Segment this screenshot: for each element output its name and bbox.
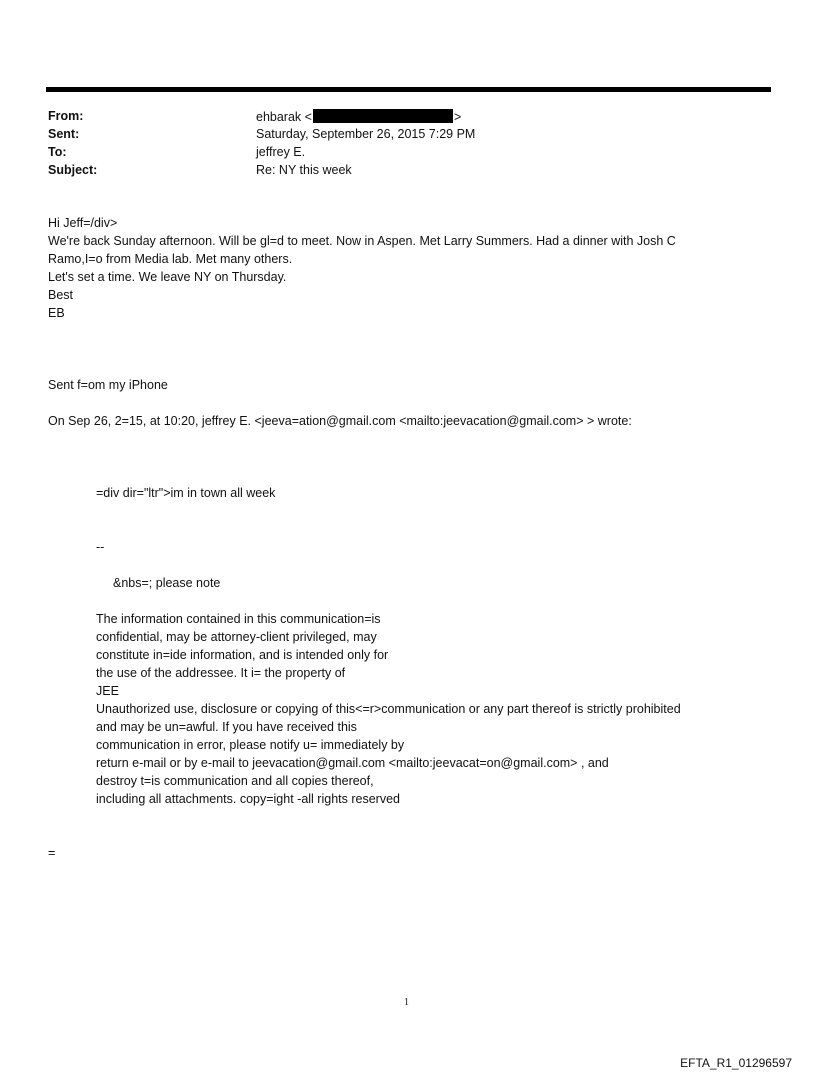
body-line: Let's set a time. We leave NY on Thursday. (48, 270, 287, 284)
please-note: &nbs=; please note (113, 576, 221, 590)
disclaimer-line: the use of the addressee. It i= the property of (96, 666, 346, 680)
quote-header: On Sep 26, 2=15, at 10:20, jeffrey E. <jeeva=ation@gmail.com <mailto:jeevacation@gmail.com> > wrote: (48, 414, 632, 428)
disclaimer-line: JEE (96, 684, 119, 698)
sent-value: Saturday, September 26, 2015 7:29 PM (256, 127, 476, 141)
redaction-bar (313, 109, 453, 123)
disclaimer-line: and may be un=awful. If you have received this (96, 720, 357, 734)
disclaimer-line: Unauthorized use, disclosure or copying of this<=r>communication or any part thereof is strictly prohibited (96, 702, 681, 716)
sent-label: Sent: (48, 127, 80, 141)
disclaimer-line: confidential, may be attorney-client privileged, may (96, 630, 377, 644)
body-line: Best (48, 288, 74, 302)
body-line: Ramo,I=o from Media lab. Met many others. (48, 252, 293, 266)
body-line: We're back Sunday afternoon. Will be gl=d to meet. Now in Aspen. Met Larry Summers. Had a dinner with Josh C (48, 234, 676, 248)
disclaimer-line: The information contained in this communication=is (96, 612, 381, 626)
header-rule (46, 87, 771, 92)
to-label: To: (48, 145, 67, 159)
document-id: EFTA_R1_01296597 (680, 1056, 792, 1070)
disclaimer-line: destroy t=is communication and all copies thereof, (96, 774, 374, 788)
disclaimer-line: constitute in=ide information, and is intended only for (96, 648, 389, 662)
body-line: Hi Jeff=/div> (48, 216, 118, 230)
trailer-mark: = (48, 846, 56, 860)
disclaimer-line: including all attachments. copy=ight -all rights reserved (96, 792, 400, 806)
from-suffix: > (453, 110, 462, 124)
to-value: jeffrey E. (256, 145, 306, 159)
subject-label: Subject: (48, 163, 98, 177)
from-value (256, 109, 461, 124)
page-number: 1 (404, 997, 409, 1008)
body-line: EB (48, 306, 65, 320)
sent-from-line: Sent f=om my iPhone (48, 378, 168, 392)
disclaimer-line: communication in error, please notify u= immediately by (96, 738, 405, 752)
quoted-line: =div dir="ltr">im in town all week (96, 486, 276, 500)
from-name: ehbarak < (256, 110, 312, 124)
from-label: From: (48, 109, 84, 123)
disclaimer-line: return e-mail or by e-mail to jeevacation@gmail.com <mailto:jeevacat=on@gmail.com> , and (96, 756, 609, 770)
subject-value: Re: NY this week (256, 163, 352, 177)
quoted-dashes: -- (96, 540, 105, 554)
